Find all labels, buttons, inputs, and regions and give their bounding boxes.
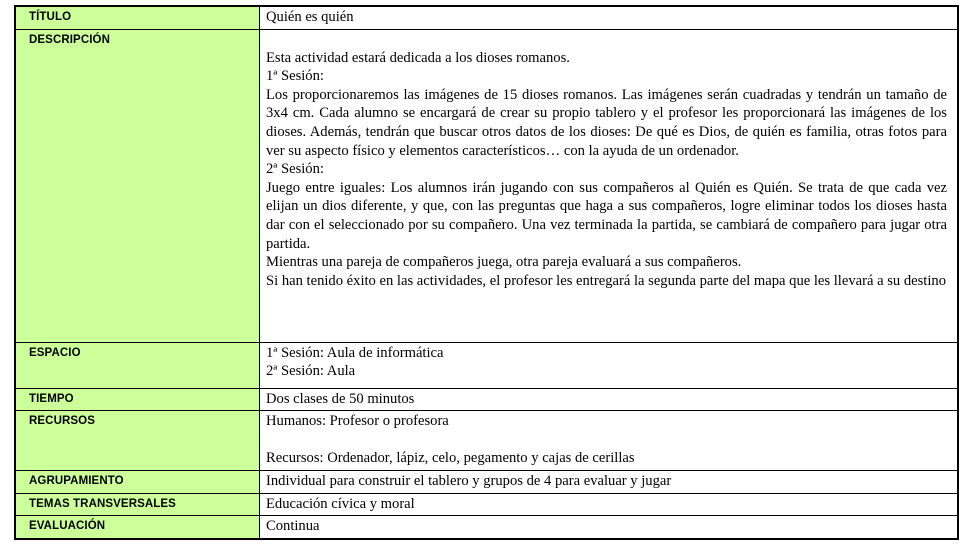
row-label-titulo: TÍTULO [15, 6, 260, 29]
table-row-evaluacion [15, 516, 958, 539]
recursos-value-cell [260, 411, 959, 471]
table-row-temas-transversales [15, 493, 958, 516]
recursos-humanos: Humanos: Profesor o profesora [266, 413, 449, 430]
description-session-2-heading: 2ª Sesión: [266, 161, 324, 178]
table-row-tiempo [15, 388, 958, 411]
titulo-value: Quién es quién [266, 9, 354, 25]
row-label-agrupamiento: AGRUPAMIENTO [15, 471, 260, 494]
description-evaluation-note: Mientras una pareja de compañeros juega, otra pareja evaluará a sus compañeros. [266, 254, 742, 271]
row-label-temas-transversales: TEMAS TRANSVERSALES [15, 493, 260, 516]
table-row-agrupamiento [15, 471, 958, 494]
table-row-recursos [15, 411, 958, 471]
tiempo-value: Dos clases de 50 minutos [266, 390, 415, 407]
titulo-value-cell [260, 6, 959, 29]
description-session-2-text: Juego entre iguales: Los alumnos irán jugando con sus compañeros al Quién es Quién. Se trata de que cada vez elijan un dios diferente, y que, con las preguntas que haga a sus compañeros, logre eliminar todos los dioses hasta dar con el seleccionado por su compañero. Una vez terminada la partida, se cambiará de compañero para jugar otra partida. [266, 179, 947, 252]
row-label-espacio: ESPACIO [15, 342, 260, 388]
agrupamiento-value: Individual para construir el tablero y grupos de 4 para evaluar y jugar [266, 473, 672, 490]
activity-table [14, 5, 959, 540]
tiempo-value-cell [260, 388, 959, 411]
table-row-espacio [15, 342, 958, 388]
temas-transversales-value: Educación cívica y moral [266, 495, 415, 512]
row-label-recursos: RECURSOS [15, 411, 260, 471]
table-row-descripcion [15, 29, 958, 342]
descripcion-value-cell [260, 29, 959, 342]
espacio-session-1: 1ª Sesión: Aula de informática [266, 344, 444, 361]
espacio-value-cell [260, 342, 959, 388]
temas-transversales-value-cell [260, 493, 959, 516]
table-row-titulo [15, 6, 958, 29]
espacio-session-2: 2ª Sesión: Aula [266, 363, 356, 380]
description-success-note: Si han tenido éxito en las actividades, el profesor les entregará la segunda parte del mapa que les llevará a su destino [266, 272, 946, 289]
row-label-descripcion: DESCRIPCIÓN [15, 29, 260, 342]
description-session-1-text: Los proporcionaremos las imágenes de 15 dioses romanos. Las imágenes serán cuadradas y tendrán un tamaño de 3x4 cm. Cada alumno se encargará de crear su propio tablero y el profesor les proporcionará las imágenes de los dioses. Además, tendrán que buscar otros datos de los dioses: De qué es Dios, de quién es familia, otras fotos para ver su aspecto físico y elementos característicos… con la ayuda de un ordenador. [266, 86, 947, 159]
evaluacion-value-cell [260, 516, 959, 539]
row-label-tiempo: TIEMPO [15, 388, 260, 411]
row-label-evaluacion: EVALUACIÓN [15, 516, 260, 539]
description-session-1-heading: 1ª Sesión: [266, 68, 324, 85]
agrupamiento-value-cell [260, 471, 959, 494]
evaluacion-value: Continua [266, 518, 320, 535]
description-paragraph: Esta actividad estará dedicada a los dioses romanos. [266, 49, 570, 66]
recursos-blank-line [266, 431, 947, 450]
recursos-materiales: Recursos: Ordenador, lápiz, celo, pegamento y cajas de cerillas [266, 450, 635, 467]
